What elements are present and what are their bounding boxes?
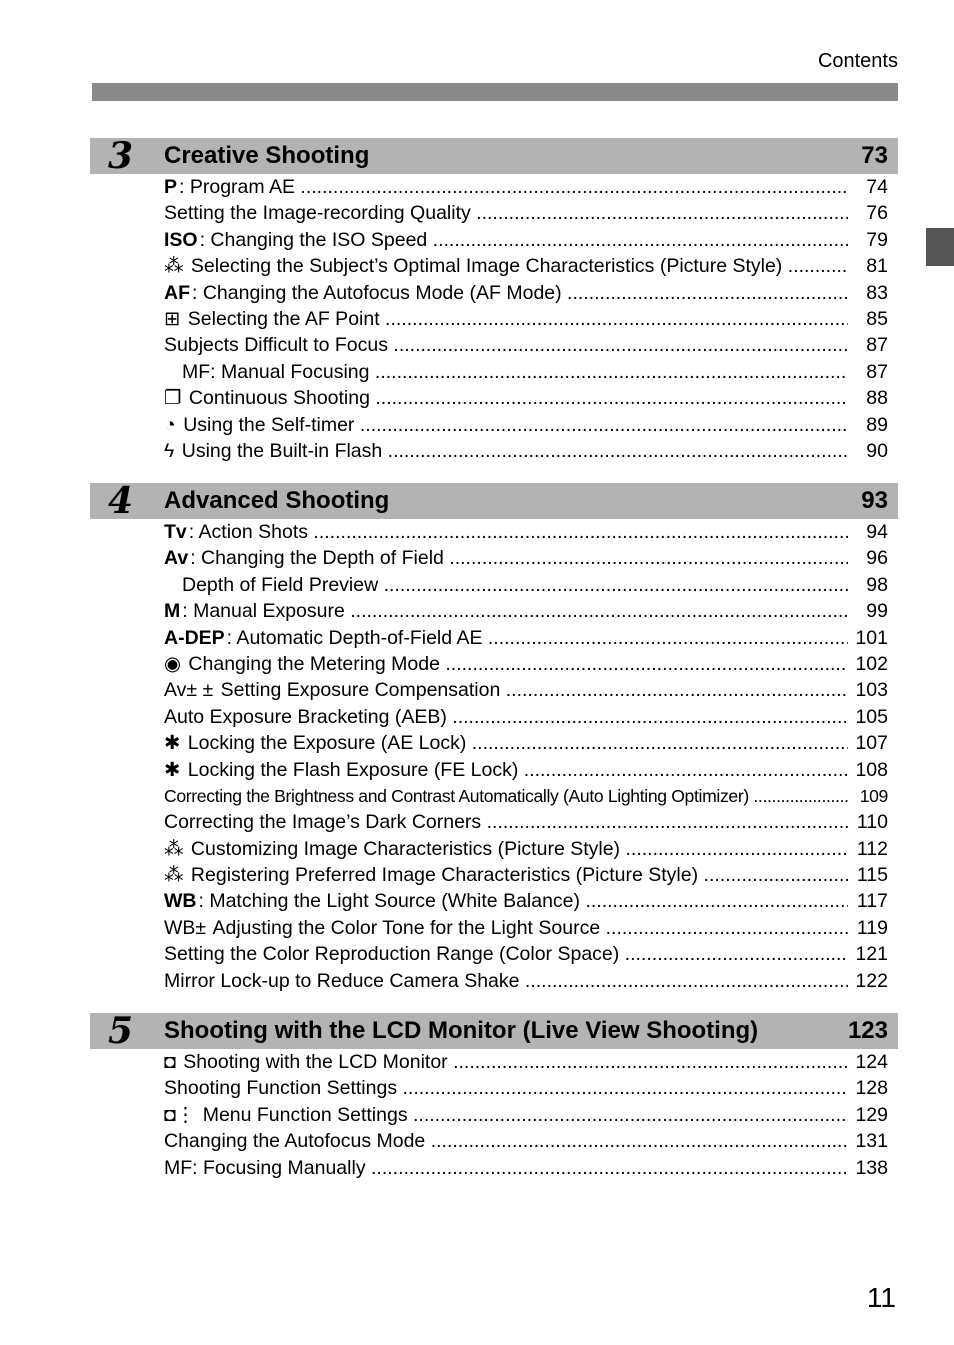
entry-text: Adjusting the Color Tone for the Light Source bbox=[208, 916, 601, 939]
entry-title bbox=[164, 625, 848, 651]
toc-entry[interactable] bbox=[164, 968, 888, 994]
entry-title bbox=[164, 783, 848, 809]
entry-text: : Changing the ISO Speed bbox=[199, 228, 428, 251]
entry-title bbox=[164, 836, 848, 862]
live-view-icon: ◘ bbox=[164, 1051, 176, 1073]
picture-style-icon: ⁂ bbox=[164, 837, 184, 860]
toc-entry[interactable] bbox=[164, 941, 888, 967]
entry-text: Locking the Flash Exposure (FE Lock) bbox=[182, 758, 519, 781]
entry-page-number: 105 bbox=[854, 704, 888, 730]
toc-entry[interactable] bbox=[164, 1155, 888, 1181]
toc-entry[interactable] bbox=[164, 438, 888, 464]
entry-page-number: 138 bbox=[854, 1155, 888, 1181]
entry-page-number: 85 bbox=[865, 306, 888, 332]
program-ae-icon: P bbox=[164, 176, 178, 198]
manual-mode-icon: M bbox=[164, 600, 181, 623]
entry-page-number: 112 bbox=[856, 836, 888, 862]
tv-mode-icon: Tv bbox=[164, 521, 187, 543]
entry-page-number: 87 bbox=[865, 332, 888, 358]
entry-text: Subjects Difficult to Focus bbox=[164, 334, 388, 357]
page-number: 11 bbox=[866, 1282, 896, 1313]
entry-page-number: 128 bbox=[854, 1075, 888, 1101]
metering-mode-icon: ◉ bbox=[164, 652, 182, 675]
entry-title bbox=[164, 968, 848, 994]
iso-icon: ISO bbox=[164, 228, 198, 251]
toc-entry[interactable] bbox=[164, 572, 888, 598]
entry-text: : Changing the Depth of Field bbox=[190, 547, 444, 570]
entry-text: Setting the Color Reproduction Range (Color Space) bbox=[164, 943, 620, 966]
entry-page-number: 102 bbox=[854, 651, 888, 677]
entry-list bbox=[90, 1049, 898, 1181]
toc-entry[interactable] bbox=[164, 598, 888, 624]
toc-entry[interactable] bbox=[164, 730, 888, 756]
entry-text: : Automatic Depth-of-Field AE bbox=[226, 626, 483, 649]
entry-text: Depth of Field Preview bbox=[182, 573, 379, 596]
chapter-title: Creative Shooting bbox=[164, 142, 370, 169]
toc-entry[interactable] bbox=[164, 1102, 888, 1128]
toc-entry[interactable] bbox=[164, 888, 888, 914]
entry-title bbox=[164, 941, 848, 967]
entry-title bbox=[164, 519, 848, 545]
entry-text: Shooting Function Settings bbox=[164, 1077, 398, 1100]
toc-entry[interactable] bbox=[164, 677, 888, 703]
entry-page-number: 98 bbox=[865, 572, 888, 598]
entry-title bbox=[164, 1102, 848, 1128]
entry-text: Mirror Lock-up to Reduce Camera Shake bbox=[164, 969, 520, 992]
entry-title bbox=[164, 704, 848, 730]
entry-page-number: 87 bbox=[865, 359, 888, 385]
entry-page-number: 94 bbox=[865, 519, 888, 545]
entry-page-number: 88 bbox=[865, 385, 888, 411]
entry-text: Locking the Exposure (AE Lock) bbox=[182, 732, 467, 755]
flash-icon: ϟ bbox=[164, 439, 175, 462]
entry-title bbox=[164, 359, 848, 385]
entry-text: : Matching the Light Source (White Balance) bbox=[198, 890, 581, 913]
entry-list bbox=[90, 174, 898, 464]
toc-entry[interactable] bbox=[164, 836, 888, 862]
toc-entry[interactable] bbox=[164, 412, 888, 438]
exposure-compensation-icon: Av± ± bbox=[164, 679, 214, 702]
wb-shift-icon: WB± bbox=[164, 916, 207, 939]
toc-entry[interactable] bbox=[164, 1128, 888, 1154]
self-timer-icon: ◔ bbox=[164, 413, 176, 436]
header-rule bbox=[92, 83, 898, 101]
entry-text: Changing the Metering Mode bbox=[183, 652, 440, 675]
entry-page-number: 90 bbox=[865, 438, 888, 464]
entry-title bbox=[164, 888, 848, 914]
entry-text: Registering Preferred Image Characteristics (Picture Style) bbox=[185, 864, 699, 887]
entry-title bbox=[164, 677, 848, 703]
entry-title bbox=[164, 1049, 848, 1075]
entry-text: MF: Focusing Manually bbox=[164, 1156, 366, 1179]
entry-title bbox=[164, 598, 848, 624]
entry-page-number: 107 bbox=[854, 730, 888, 756]
entry-text: MF: Manual Focusing bbox=[182, 360, 370, 383]
chapter-heading[interactable] bbox=[90, 135, 898, 177]
entry-list bbox=[90, 519, 898, 994]
picture-style-icon: ⁂ bbox=[164, 255, 184, 278]
toc-entry[interactable] bbox=[164, 253, 888, 279]
entry-text: Selecting the Subject’s Optimal Image Characteristics (Picture Style) bbox=[185, 255, 783, 278]
fe-lock-icon: ✱ bbox=[164, 758, 181, 781]
av-mode-icon: Av bbox=[164, 547, 189, 570]
chapter-section bbox=[90, 1010, 898, 1181]
entry-text: Continuous Shooting bbox=[183, 387, 370, 410]
toc-entry[interactable] bbox=[164, 200, 888, 226]
entry-text: Changing the Autofocus Mode bbox=[164, 1130, 426, 1153]
chapter-thumb-tab bbox=[926, 228, 954, 266]
entry-title bbox=[164, 651, 848, 677]
entry-page-number: 131 bbox=[854, 1128, 888, 1154]
live-view-menu-icon: ◘⋮ bbox=[164, 1103, 196, 1126]
entry-title bbox=[164, 174, 848, 200]
entry-title bbox=[164, 545, 848, 571]
toc-entry[interactable] bbox=[164, 862, 888, 888]
toc-entry[interactable] bbox=[164, 227, 888, 253]
entry-page-number: 117 bbox=[856, 888, 888, 914]
entry-title bbox=[164, 385, 848, 411]
entry-title bbox=[164, 438, 848, 464]
entry-title bbox=[164, 809, 848, 835]
entry-page-number: 108 bbox=[854, 757, 888, 783]
ae-lock-icon: ✱ bbox=[164, 732, 181, 755]
entry-page-number: 76 bbox=[865, 200, 888, 226]
chapter-section bbox=[90, 135, 898, 464]
entry-title bbox=[164, 1128, 848, 1154]
entry-text: : Manual Exposure bbox=[182, 600, 345, 623]
entry-text: : Program AE bbox=[179, 176, 295, 198]
entry-page-number: 119 bbox=[856, 915, 888, 941]
toc-entry[interactable] bbox=[164, 306, 888, 332]
entry-text: Setting the Image-recording Quality bbox=[164, 202, 471, 225]
entry-page-number: 121 bbox=[854, 941, 888, 967]
entry-page-number: 109 bbox=[859, 783, 888, 809]
entry-text: Setting Exposure Compensation bbox=[215, 679, 501, 702]
entry-page-number: 103 bbox=[854, 677, 888, 703]
entry-title bbox=[164, 730, 848, 756]
entry-title bbox=[164, 227, 848, 253]
a-dep-icon: A-DEP bbox=[164, 626, 225, 649]
entry-title bbox=[164, 1075, 848, 1101]
af-mode-icon: AF bbox=[164, 281, 190, 304]
toc-entry[interactable] bbox=[164, 359, 888, 385]
chapter-number: 3 bbox=[108, 135, 134, 177]
entry-page-number: 81 bbox=[865, 253, 888, 279]
entry-text: Shooting with the LCD Monitor bbox=[177, 1051, 448, 1073]
toc-entry[interactable] bbox=[164, 545, 888, 571]
chapter-page: 73 bbox=[861, 142, 888, 169]
continuous-shooting-icon: ❐ bbox=[164, 387, 182, 410]
entry-text: Customizing Image Characteristics (Picture Style) bbox=[185, 837, 621, 860]
entry-title bbox=[164, 757, 848, 783]
entry-text: Using the Built-in Flash bbox=[176, 439, 383, 462]
entry-title bbox=[164, 572, 848, 598]
chapter-title: Shooting with the LCD Monitor (Live View Shooting) bbox=[164, 1017, 759, 1044]
entry-title bbox=[164, 412, 848, 438]
entry-page-number: 79 bbox=[865, 227, 888, 253]
chapter-heading[interactable] bbox=[90, 1010, 898, 1052]
toc-entry[interactable] bbox=[164, 332, 888, 358]
entry-page-number: 96 bbox=[865, 545, 888, 571]
toc-entry[interactable] bbox=[164, 174, 888, 200]
entry-text: Selecting the AF Point bbox=[182, 307, 380, 330]
entry-page-number: 99 bbox=[865, 598, 888, 624]
toc-entry[interactable] bbox=[164, 625, 888, 651]
entry-text: Correcting the Image’s Dark Corners bbox=[164, 811, 482, 834]
entry-page-number: 115 bbox=[856, 862, 888, 888]
toc-entry[interactable] bbox=[164, 385, 888, 411]
entry-page-number: 83 bbox=[865, 280, 888, 306]
entry-page-number: 110 bbox=[856, 809, 888, 835]
entry-page-number: 101 bbox=[854, 625, 888, 651]
entry-title bbox=[164, 1155, 848, 1181]
toc-entry[interactable] bbox=[164, 757, 888, 783]
entry-text: : Action Shots bbox=[188, 521, 309, 543]
toc-entry[interactable] bbox=[164, 280, 888, 306]
entry-page-number: 74 bbox=[865, 174, 888, 200]
entry-page-number: 122 bbox=[854, 968, 888, 994]
entry-title bbox=[164, 915, 848, 941]
entry-title bbox=[164, 862, 848, 888]
toc-entry[interactable] bbox=[164, 519, 888, 545]
toc-entry[interactable] bbox=[164, 651, 888, 677]
entry-text: Using the Self-timer bbox=[177, 413, 355, 436]
picture-style-icon: ⁂ bbox=[164, 864, 184, 887]
entry-text: : Changing the Autofocus Mode (AF Mode) bbox=[192, 281, 562, 304]
entry-page-number: 124 bbox=[854, 1049, 888, 1075]
entry-text: Correcting the Brightness and Contrast Automatically (Auto Lighting Optimizer) bbox=[164, 785, 749, 806]
chapter-page: 123 bbox=[847, 1017, 888, 1044]
af-point-icon: ⊞ bbox=[164, 307, 181, 330]
chapter-number: 4 bbox=[108, 480, 134, 522]
chapter-number: 5 bbox=[108, 1010, 134, 1052]
entry-title bbox=[164, 253, 848, 279]
running-header: Contents bbox=[817, 50, 898, 72]
toc-entry[interactable] bbox=[164, 915, 888, 941]
entry-title bbox=[164, 280, 848, 306]
chapter-heading[interactable] bbox=[90, 480, 898, 522]
chapter-title: Advanced Shooting bbox=[164, 487, 390, 514]
entry-page-number: 129 bbox=[854, 1102, 888, 1128]
entry-title bbox=[164, 306, 848, 332]
toc-entry[interactable] bbox=[164, 1075, 888, 1101]
entry-title bbox=[164, 332, 848, 358]
toc-entry[interactable] bbox=[164, 809, 888, 835]
toc-entry[interactable] bbox=[164, 783, 888, 809]
entry-text: Menu Function Settings bbox=[197, 1103, 408, 1126]
chapter-section bbox=[90, 480, 898, 994]
white-balance-icon: WB bbox=[164, 890, 197, 913]
entry-page-number: 89 bbox=[865, 412, 888, 438]
toc-entry[interactable] bbox=[164, 704, 888, 730]
chapter-page: 93 bbox=[861, 487, 888, 514]
toc-entry[interactable] bbox=[164, 1049, 888, 1075]
entry-text: Auto Exposure Bracketing (AEB) bbox=[164, 705, 447, 728]
entry-title bbox=[164, 200, 848, 226]
